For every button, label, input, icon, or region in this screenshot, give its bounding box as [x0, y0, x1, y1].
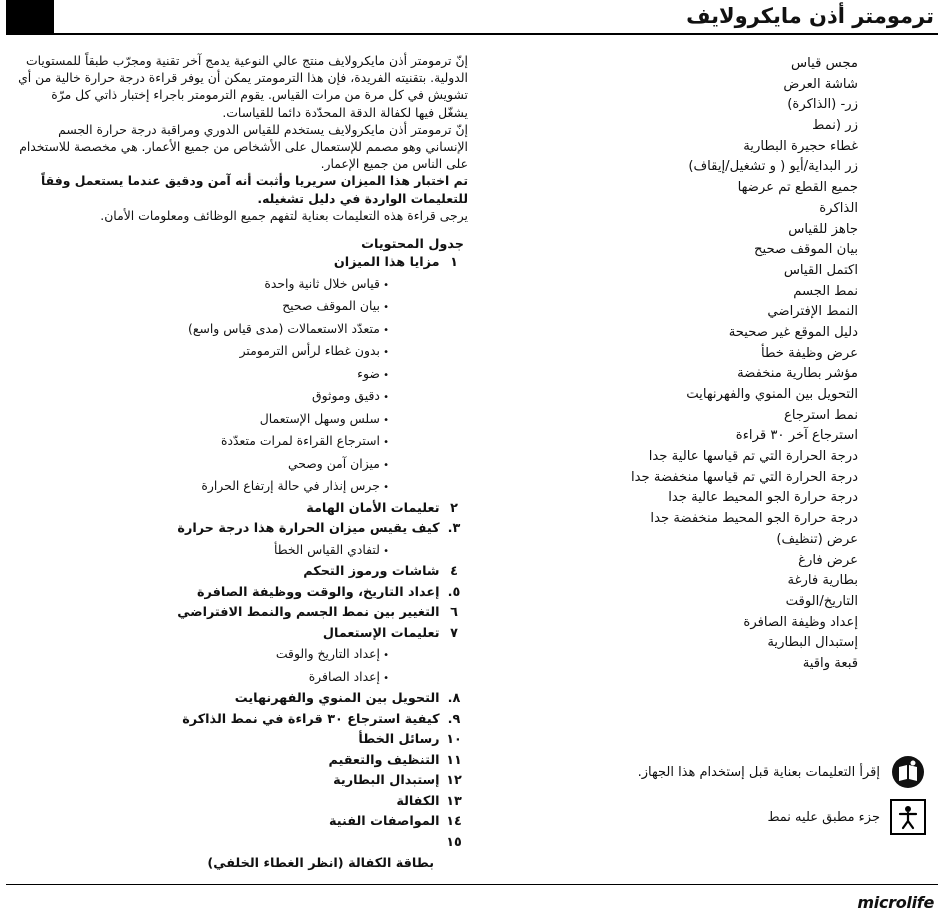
toc-section-label: التنظيف والتعقيم	[328, 752, 440, 768]
toc-section-number: ٦	[450, 605, 458, 621]
toc-section-number: ٤	[450, 564, 458, 580]
toc-subitem	[18, 296, 468, 319]
parts-list-item: دليل الموقع غير صحيحة	[728, 324, 858, 340]
parts-list-item: درجة حرارة الجو المحيط منخفضة جدا	[650, 511, 858, 527]
toc-section	[18, 730, 468, 751]
toc-section	[18, 833, 468, 854]
parts-list-item: مجس قياس	[791, 56, 858, 71]
toc-section-label: رسائل الخطأ	[358, 732, 440, 748]
toc-section-label: التحويل بين المنوي والفهرنهايت	[234, 691, 440, 707]
toc-section-label: تعليمات الإستعمال	[322, 625, 440, 641]
parts-list-item: التاريخ/الوقت	[785, 593, 858, 609]
toc-subitem	[18, 319, 468, 342]
toc-section-label: إستبدال البطارية	[333, 773, 440, 789]
header-divider	[6, 33, 938, 35]
toc-section-label: كيفية استرجاع ٣٠ قراءة في نمط الذاكرة	[182, 711, 440, 727]
toc-section-number: ١١	[446, 752, 462, 768]
parts-list-item: بيان الموقف صحيح	[753, 242, 858, 258]
toc-section-label: التغيير بين نمط الجسم والنمط الافتراضي	[177, 605, 440, 621]
toc-subitem-label: دقيق وموثوق	[311, 388, 380, 404]
toc-section-number: ١٢	[446, 773, 462, 789]
toc-section	[18, 253, 468, 274]
intro-paragraph-1: إنّ ترمومتر أذن مايكرولايف منتج عالي النوعية يدمج آخر تقنية ومجرّب طبقاً للمستويات الدولية. بتقنيته الفريدة، فإن هذا الترمومتر يمكن أن يوفر قراءة درجة حرارة خالية من أي تشويش في كل مرة من مرات القياس. يقوم الترمومتر باجراء إختبار ذاتي كل مرّة يشغّل فيها لكفالة الدقة المحدّدة دائما للقياسات.	[18, 53, 468, 120]
toc-subitem	[18, 341, 468, 364]
toc-subitem-label: متعدّد الاستعمالات (مدى قياس واسع)	[188, 320, 380, 336]
parts-list-item: نمط الجسم	[793, 283, 858, 299]
toc-section-label: مزايا هذا الميزان	[333, 255, 440, 271]
parts-list-item: قبعة واقية	[802, 655, 858, 671]
type-bf-applied-part-icon	[890, 799, 926, 835]
parts-list-item: مؤشر بطارية منخفضة	[737, 366, 858, 382]
intro-clinical-note: تم اختبار هذا الميزان سريريا وأثبت أنه آمن ودقيق عندما يستعمل وفقاً للتعليمات الواردة في دليل تشغيله.	[41, 173, 468, 206]
toc-section	[18, 771, 468, 792]
toc-subitem-label: جرس إنذار في حالة إرتفاع الحرارة	[201, 478, 380, 494]
parts-list-item: عرض (تنظيف)	[776, 531, 858, 547]
toc-section-number: ١٠	[446, 732, 462, 748]
parts-list-item: إستبدال البطارية	[767, 635, 858, 651]
toc-subitem-label: إعداد التاريخ والوقت	[275, 646, 380, 662]
toc-section-number: ١٥	[446, 834, 462, 850]
page-header	[0, 0, 950, 36]
toc-subitem-label: بدون غطاء لرأس الترمومتر	[239, 343, 380, 359]
toc-subitem	[18, 644, 468, 667]
parts-list-item: النمط الإفتراضي	[767, 304, 858, 320]
read-instructions-notice	[638, 754, 926, 790]
toc-subitem-label: إعداد الصافرة	[308, 668, 380, 684]
toc-section-label: شاشات ورموز التحكم	[303, 564, 440, 580]
intro-column	[18, 52, 468, 872]
applied-part-notice	[767, 799, 926, 835]
parts-list-item: زر البداية/أيو ( و تشغيل/إيقاف)	[688, 159, 858, 175]
parts-list-item: شاشة العرض	[783, 76, 858, 92]
parts-column	[518, 54, 858, 675]
toc-section-label: كيف يقيس ميزان الحرارة هذا درجة حرارة	[177, 521, 440, 537]
applied-part-text: جزء مطبق عليه نمط	[767, 809, 880, 825]
toc-section-number: ١٤	[446, 814, 462, 830]
toc-section	[18, 519, 468, 540]
toc-subitem	[18, 431, 468, 454]
intro-paragraph-2: إنّ ترمومتر أذن مايكرولايف يستخدم للقياس الدوري ومراقبة درجة حرارة الجسم الإنساني وهو مصمم للإستعمال على الأشخاص من جميع الأعمار. هي مخصصة للاستخدام على الناس من جميع الإعمار.	[19, 121, 468, 172]
table-of-contents	[18, 253, 468, 853]
read-manual-icon	[890, 754, 926, 790]
toc-subitem	[18, 476, 468, 499]
toc-subitem-label: قياس خلال ثانية واحدة	[264, 275, 380, 291]
toc-subitem-label: ضوء	[357, 365, 380, 381]
toc-section	[18, 812, 468, 833]
toc-subitem	[18, 274, 468, 297]
parts-list-item: عرض فارغ	[798, 552, 858, 568]
intro-paragraph-4: يرجى قراءة هذه التعليمات بعناية لتفهم جميع الوظائف ومعلومات الأمان.	[100, 207, 468, 223]
toc-section-label: المواصفات الفنية	[329, 814, 440, 830]
parts-list-item: جميع القطع تم عرضها	[737, 180, 858, 196]
toc-section-number: ١٣	[446, 793, 462, 809]
toc-section	[18, 710, 468, 731]
toc-section-number: ٣.	[447, 521, 461, 537]
toc-section-number: ٥.	[447, 584, 461, 600]
toc-subitem-label: لتفادي القياس الخطأ	[273, 541, 380, 557]
parts-list-item: استرجاع آخر ٣٠ قراءة	[735, 428, 858, 444]
parts-list-item: التحويل بين المنوي والفهرنهايت	[686, 387, 858, 402]
toc-subitem	[18, 454, 468, 477]
parts-list-item: نمط استرجاع	[783, 407, 858, 423]
toc-section	[18, 792, 468, 813]
toc-subitem-label: بيان الموقف صحيح	[282, 298, 380, 314]
warranty-card-note: بطاقة الكفالة (انظر الغطاء الخلفي)	[207, 856, 434, 872]
toc-section	[18, 624, 468, 645]
parts-list-item: غطاء حجيرة البطارية	[743, 138, 858, 154]
toc-section	[18, 583, 468, 604]
toc-subitem	[18, 667, 468, 690]
parts-list	[518, 54, 858, 675]
toc-section-number: ٩.	[447, 711, 461, 727]
toc-section	[18, 603, 468, 624]
toc-section	[18, 499, 468, 520]
toc-section-label: تعليمات الأمان الهامة	[306, 500, 440, 516]
toc-section-label: الكفالة	[396, 793, 440, 809]
toc-subitem	[18, 409, 468, 432]
parts-list-item: درجة حرارة الجو المحيط عالية جدا	[668, 490, 858, 506]
toc-subitem-label: سلس وسهل الإستعمال	[259, 410, 380, 426]
footer-divider	[6, 884, 938, 885]
parts-list-item: زر (نمط	[812, 118, 858, 134]
toc-section-number: ١	[450, 255, 458, 271]
toc-subitem	[18, 364, 468, 387]
read-instructions-text: إقرأ التعليمات بعناية قبل إستخدام هذا الجهاز.	[637, 764, 880, 780]
parts-list-item: درجة الحرارة التي تم قياسها منخفضة جدا	[630, 469, 858, 485]
toc-section-number: ٢	[450, 500, 458, 516]
parts-list-item: عرض وظيفة خطأ	[760, 345, 858, 361]
header-black-box	[6, 0, 54, 33]
parts-list-item: إعداد وظيفة الصافرة	[743, 614, 858, 630]
toc-section-number: ٨.	[447, 691, 461, 707]
parts-list-item: بطارية فارغة	[787, 573, 858, 589]
parts-list-item: جاهز للقياس	[788, 221, 858, 237]
parts-list-item: زر- (الذاكرة)	[787, 97, 858, 113]
toc-subitem-label: استرجاع القراءة لمرات متعدّدة	[221, 433, 380, 449]
toc-section	[18, 562, 468, 583]
page-title: ترمومتر أذن مايكرولايف	[686, 4, 934, 28]
toc-section	[18, 751, 468, 772]
parts-list-item: درجة الحرارة التي تم قياسها عالية جدا	[648, 449, 858, 465]
toc-subitem	[18, 540, 468, 563]
toc-section-label: إعداد التاريخ، والوقت ووظيفة الصافرة	[197, 584, 440, 600]
toc-section-number: ٧	[450, 625, 458, 641]
brand-logo: microlife	[857, 893, 934, 912]
toc-section	[18, 689, 468, 710]
parts-list-item: اكتمل القياس	[783, 262, 858, 278]
intro-text	[18, 52, 468, 224]
parts-list-item: الذاكرة	[819, 200, 858, 216]
toc-subitem-label: ميزان آمن وصحي	[287, 455, 380, 471]
toc-title: جدول المحتويات	[361, 237, 464, 253]
toc-subitem	[18, 386, 468, 409]
